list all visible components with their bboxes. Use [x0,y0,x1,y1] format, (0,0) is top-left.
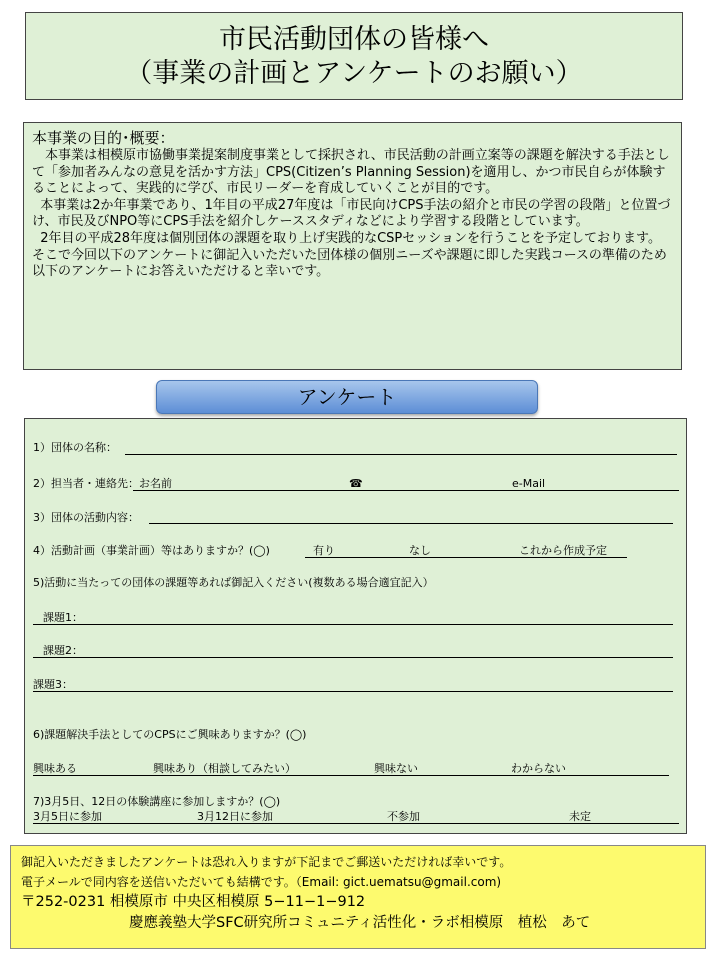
q2-email-label: e-Mail [512,477,546,490]
title-line-1: 市民活動団体の皆様へ [219,24,489,55]
footer-recipient: 慶應義塾大学SFC研究所コミュニティ活性化・ラボ相模原 植松 あて [129,915,591,931]
overview-paragraph-3: 2年目の平成28年度は個別団体の課題を取り上げ実践的なCSPセッションを行うことを予定しております。 [40,230,661,246]
q4-answer-line [305,557,627,558]
q5-item-1: 課題1： [43,611,83,624]
overview-box [23,122,682,370]
q7-option-march12[interactable]: 3月12日に参加 [197,810,273,823]
q4-option-yes[interactable]: 有り [313,544,335,557]
q2-label: 2）担当者・連絡先：お名前 [33,477,172,490]
q5-answer-line-2[interactable] [33,657,673,658]
q4-label: 4）活動計画（事業計画）等はありますか？(◯) [33,544,270,557]
survey-header: アンケート [156,380,538,414]
q3-label: 3）団体の活動内容： [33,511,139,524]
q7-label: 7)3月5日、12日の体験講座に参加しますか？(◯) [33,795,281,808]
title-box [25,12,683,100]
footer-line-1: 御記入いただきましたアンケートは恐れ入りますが下記までご郵送いただければ幸いです。 [21,855,512,869]
q6-option-not-interested[interactable]: 興味ない [374,762,418,775]
q6-answer-line [33,775,669,776]
q6-option-unknown[interactable]: わからない [511,762,566,775]
overview-heading: 本事業の目的･概要： [32,129,175,147]
footer-line-2: 電子メールで同内容を送信いただいても結構です。（Email: gict.uematsu@gmail.com) [21,875,502,889]
q1-label: 1）団体の名称： [33,441,117,454]
q6-option-consult[interactable]: 興味あり（相談してみたい） [153,762,296,775]
overview-paragraph-4: そこで今回以下のアンケートに御記入いただいた団体様の個別ニーズや課題に即した実践コースの準備のため以下のアンケートにお答えいただけると幸いです。 [32,247,667,280]
overview-paragraph-1: 本事業は相模原市協働事業提案制度事業として採択され、市民活動の計画立案等の課題を解決する手法として「参加者みんなの意見を活かす方法」CPS(Citizen’s Planning Session)を適用し、かつ市民自らが体験することによって、実践的に学び、市民リーダーを育成していくことが目的です。 [32,148,670,197]
q1-answer-line[interactable] [125,454,677,455]
phone-icon: ☎ [349,477,363,490]
footer-box [10,845,706,949]
q7-answer-line [33,823,679,824]
q7-option-march5[interactable]: 3月5日に参加 [33,810,102,823]
q7-option-not-attend[interactable]: 不参加 [387,810,420,823]
q5-answer-line-1[interactable] [33,624,673,625]
q5-item-2: 課題2： [43,644,83,657]
q7-option-undecided[interactable]: 未定 [569,810,591,823]
q2-answer-line[interactable] [133,490,679,491]
q6-label: 6)課題解決手法としてのCPSにご興味ありますか？(◯) [33,728,307,741]
q4-option-planned[interactable]: これから作成予定 [519,544,607,557]
q5-item-3: 課題3： [33,678,73,691]
q5-answer-line-3[interactable] [33,691,673,692]
q3-answer-line[interactable] [149,523,673,524]
questionnaire-box [24,418,687,834]
q5-label: 5)活動に当たっての団体の課題等あれば御記入ください(複数ある場合適宜記入） [33,576,434,589]
overview-paragraph-2: 本事業は2か年事業であり、1年目の平成27年度は「市民向けCPS手法の紹介と市民の学習の段階」と位置づけ、市民及びNPO等にCPS手法を紹介しケーススタディなどにより学習する段階としています。 [32,197,671,230]
title-line-2: （事業の計画とアンケートのお願い） [125,58,583,89]
q4-option-no[interactable]: なし [409,544,431,557]
footer-address: 〒252-0231 相模原市 中央区相模原 5−11−1−912 [21,894,366,910]
q6-option-interested[interactable]: 興味ある [33,762,77,775]
